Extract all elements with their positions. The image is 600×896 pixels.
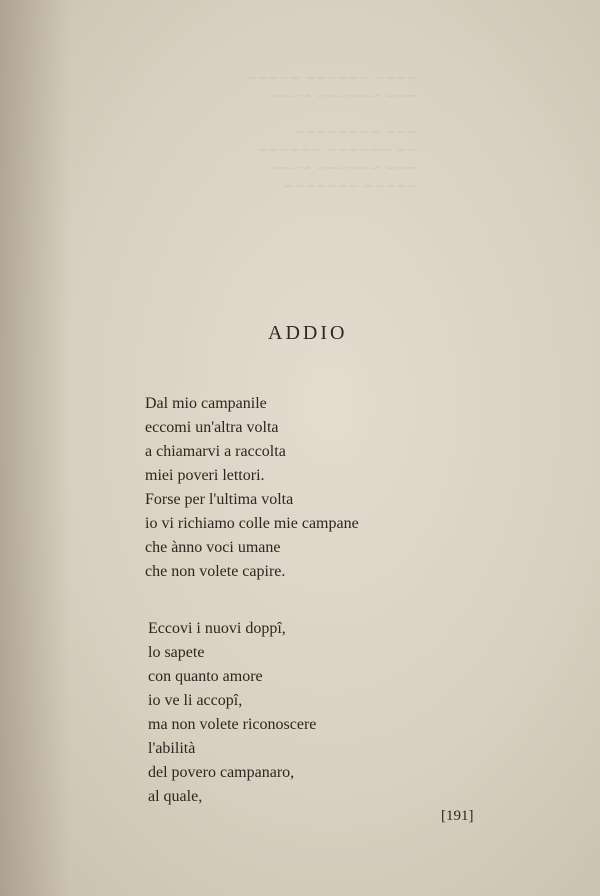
poem-line: lo sapete: [148, 644, 205, 661]
poem-title: ADDIO: [268, 322, 348, 344]
poem-line: eccomi un'altra volta: [145, 419, 279, 436]
poem-line: l'abilità: [148, 740, 196, 757]
stanza-1: [145, 392, 359, 584]
poem-line: Dal mio campanile: [145, 395, 267, 412]
poem-line: ma non volete riconoscere: [148, 716, 317, 733]
poem-line: che non volete capire.: [145, 563, 286, 580]
poem-line: al quale,: [148, 788, 203, 805]
page-number: [191]: [441, 808, 474, 824]
poem-line: io vi richiamo colle mie campane: [145, 515, 359, 532]
poem-line: con quanto amore: [148, 668, 263, 685]
show-through-text: ~~~~ ~~~~~~ ~~~~~ ~~~ ~~~~~~ ~~~~ ~~~ ~~~~~~~~ ~~ ~~~~~~ ~~~~~~ ~~~ ~~~~~~ ~~~~ ~~~~~ ~~~~~~~: [246, 71, 418, 194]
spine-shadow: [0, 0, 70, 896]
poem-line: Forse per l'ultima volta: [145, 491, 294, 508]
stanza-2: [148, 617, 316, 809]
poem-line: Eccovi i nuovi doppî,: [148, 620, 286, 637]
poem-line: del povero campanaro,: [148, 764, 295, 781]
poem-line: io ve li accopî,: [148, 692, 243, 709]
poem-line: a chiamarvi a raccolta: [145, 443, 286, 460]
poem-line: che ànno voci umane: [145, 539, 281, 556]
poem-line: miei poveri lettori.: [145, 467, 265, 484]
